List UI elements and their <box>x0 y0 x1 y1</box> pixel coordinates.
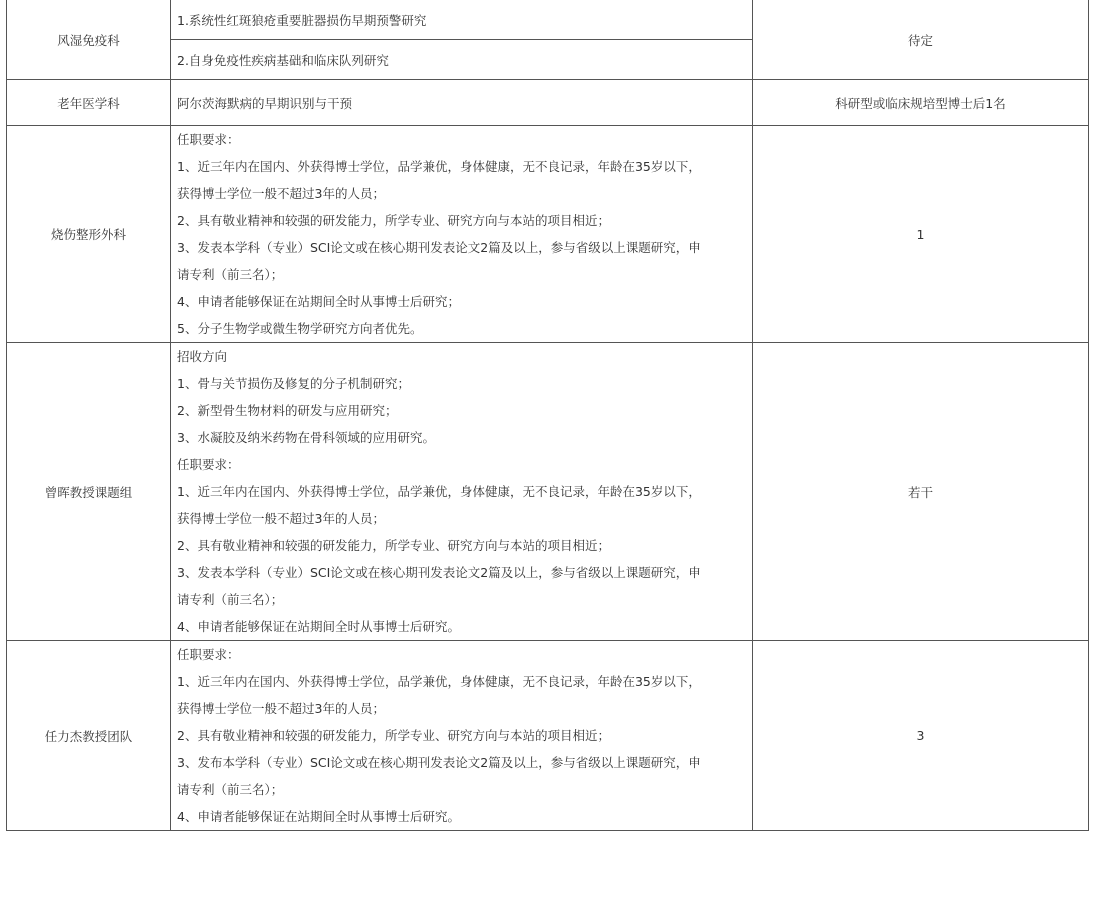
dept-cell: 风湿免疫科 <box>7 0 171 80</box>
desc-line: 5、分子生物学或微生物学研究方向者优先。 <box>177 321 423 336</box>
desc-line: 任职要求： <box>177 647 240 662</box>
desc-cell <box>171 126 753 343</box>
desc-line: 4、申请者能够保证在站期间全时从事博士后研究。 <box>177 809 460 824</box>
desc-line: 4、申请者能够保证在站期间全时从事博士后研究； <box>177 294 460 309</box>
desc-cell <box>171 343 753 641</box>
desc-line: 1、近三年内在国内、外获得博士学位，品学兼优，身体健康，无不良记录，年龄在35岁以下， <box>177 674 701 689</box>
count-cell: 科研型或临床规培型博士后1名 <box>753 80 1089 126</box>
desc-line: 请专利（前三名）； <box>177 592 284 607</box>
count-cell: 3 <box>753 641 1089 831</box>
count-cell: 待定 <box>753 0 1089 80</box>
desc-cell <box>171 641 753 831</box>
desc-line: 获得博士学位一般不超过3年的人员； <box>177 511 385 526</box>
topic-item: 1.系统性红斑狼疮重要脏器损伤早期预警研究 <box>177 12 427 28</box>
count-cell: 1 <box>753 126 1089 343</box>
dept-cell: 曾晖教授课题组 <box>7 343 171 641</box>
desc-line: 2、具有敬业精神和较强的研发能力，所学专业、研究方向与本站的项目相近； <box>177 728 610 743</box>
table-row <box>7 343 1089 641</box>
desc-line: 任职要求： <box>177 457 240 472</box>
desc-line: 获得博士学位一般不超过3年的人员； <box>177 186 385 201</box>
dept-cell: 任力杰教授团队 <box>7 641 171 831</box>
desc-line: 3、发表本学科（专业）SCI论文或在核心期刊发表论文2篇及以上，参与省级以上课题研究，申 <box>177 240 701 255</box>
desc-line: 3、发布本学科（专业）SCI论文或在核心期刊发表论文2篇及以上，参与省级以上课题研究，申 <box>177 755 701 770</box>
desc-line: 3、发表本学科（专业）SCI论文或在核心期刊发表论文2篇及以上，参与省级以上课题研究，申 <box>177 565 701 580</box>
dept-cell: 烧伤整形外科 <box>7 126 171 343</box>
topics-cell <box>171 0 753 80</box>
topic-item: 2.自身免疫性疾病基础和临床队列研究 <box>171 39 752 79</box>
desc-cell: 阿尔茨海默病的早期识别与干预 <box>171 80 753 126</box>
dept-cell: 老年医学科 <box>7 80 171 126</box>
desc-line: 2、具有敬业精神和较强的研发能力，所学专业、研究方向与本站的项目相近； <box>177 213 610 228</box>
desc-line: 2、新型骨生物材料的研发与应用研究； <box>177 403 398 418</box>
desc-line: 任职要求： <box>177 132 240 147</box>
desc-line: 获得博士学位一般不超过3年的人员； <box>177 701 385 716</box>
desc-line: 4、申请者能够保证在站期间全时从事博士后研究。 <box>177 619 460 634</box>
desc-line: 1、骨与关节损伤及修复的分子机制研究； <box>177 376 410 391</box>
recruitment-table <box>6 0 1089 831</box>
table-row <box>7 641 1089 831</box>
table-row <box>7 80 1089 126</box>
desc-line: 1、近三年内在国内、外获得博士学位，品学兼优，身体健康，无不良记录，年龄在35岁以下， <box>177 159 701 174</box>
desc-line: 请专利（前三名）； <box>177 267 284 282</box>
table-row <box>7 0 1089 80</box>
count-cell: 若干 <box>753 343 1089 641</box>
desc-line: 2、具有敬业精神和较强的研发能力，所学专业、研究方向与本站的项目相近； <box>177 538 610 553</box>
table-row <box>7 126 1089 343</box>
desc-line: 请专利（前三名）； <box>177 782 284 797</box>
desc-line: 3、水凝胶及纳米药物在骨科领域的应用研究。 <box>177 430 435 445</box>
desc-line: 1、近三年内在国内、外获得博士学位，品学兼优，身体健康，无不良记录，年龄在35岁以下， <box>177 484 701 499</box>
desc-line: 招收方向 <box>177 349 228 364</box>
